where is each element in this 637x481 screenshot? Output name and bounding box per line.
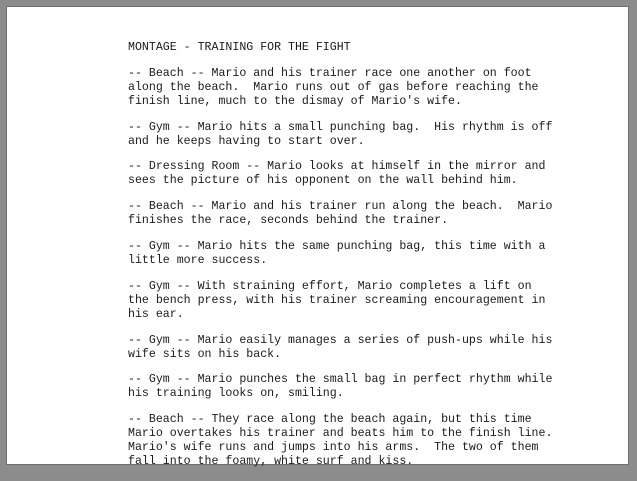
montage-paragraph xyxy=(128,413,598,469)
montage-paragraphs xyxy=(128,67,598,469)
script-line: -- Dressing Room -- Mario looks at himself in the mirror and xyxy=(128,160,546,174)
script-line: his training looks on, smiling. xyxy=(128,387,344,401)
script-line: -- Gym -- Mario punches the small bag in perfect rhythm while xyxy=(128,373,553,387)
montage-paragraph xyxy=(128,160,598,188)
montage-paragraph xyxy=(128,280,598,322)
montage-paragraph xyxy=(128,334,598,362)
script-line: little more success. xyxy=(128,253,268,267)
script-line: -- Gym -- With straining effort, Mario completes a lift on xyxy=(128,279,532,293)
script-line: finish line, much to the dismay of Mario's wife. xyxy=(128,94,462,108)
script-line: sees the picture of his opponent on the wall behind him. xyxy=(128,174,518,188)
script-line: his ear. xyxy=(128,307,184,321)
screenplay-text xyxy=(128,41,598,481)
script-line: -- Beach -- They race along the beach again, but this time xyxy=(128,413,532,427)
script-line: the bench press, with his trainer screaming encouragement in xyxy=(128,293,546,307)
montage-heading: MONTAGE - TRAINING FOR THE FIGHT xyxy=(128,41,351,54)
montage-paragraph xyxy=(128,200,598,228)
script-line: -- Gym -- Mario easily manages a series of push-ups while his xyxy=(128,333,553,347)
script-line: finishes the race, seconds behind the trainer. xyxy=(128,214,449,228)
script-line: fall into the foamy, white surf and kiss. xyxy=(128,454,414,468)
script-line: -- Gym -- Mario hits the same punching bag, this time with a xyxy=(128,240,546,254)
montage-paragraph xyxy=(128,373,598,401)
script-page xyxy=(6,6,629,468)
script-line: and he keeps having to start over. xyxy=(128,134,365,148)
script-line: -- Gym -- Mario hits a small punching bag. His rhythm is off xyxy=(128,120,553,134)
script-line: -- Beach -- Mario and his trainer race one another on foot xyxy=(128,66,532,80)
script-line: -- Beach -- Mario and his trainer run along the beach. Mario xyxy=(128,200,553,214)
script-line: Mario's wife runs and jumps into his arms. The two of them xyxy=(128,441,539,455)
script-line: Mario overtakes his trainer and beats him to the finish line. xyxy=(128,427,553,441)
montage-paragraph xyxy=(128,121,598,149)
montage-paragraph xyxy=(128,240,598,268)
script-line: wife sits on his back. xyxy=(128,347,282,361)
script-line: along the beach. Mario runs out of gas before reaching the xyxy=(128,80,539,94)
montage-paragraph xyxy=(128,67,598,109)
